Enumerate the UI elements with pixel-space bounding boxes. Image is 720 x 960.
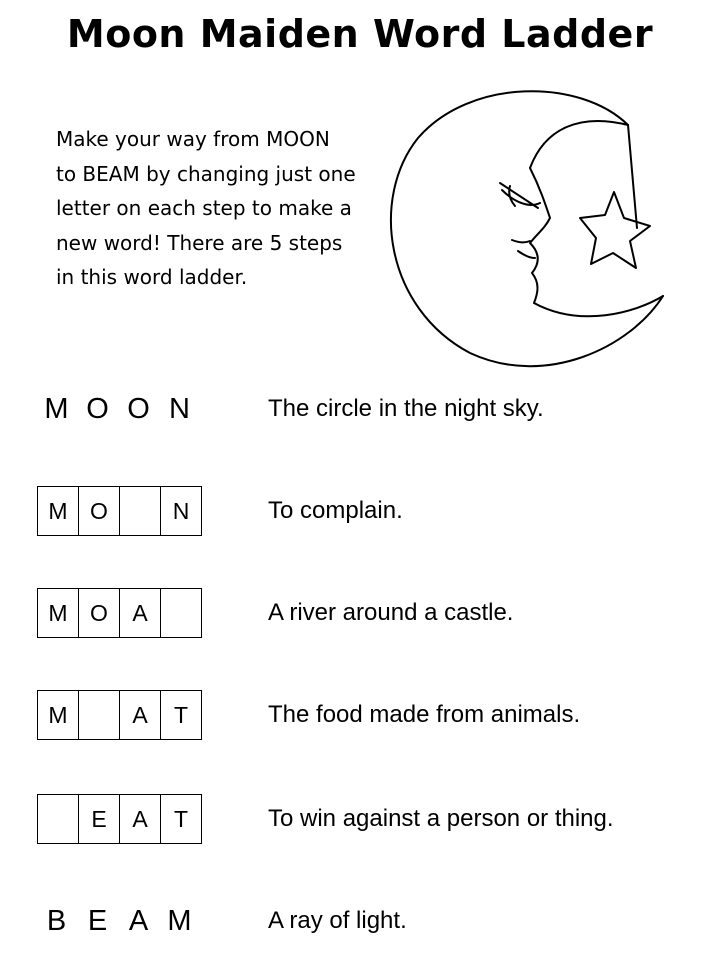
clue-text: The circle in the night sky. [268,395,544,422]
ladder-step [0,793,720,845]
ladder-step [0,383,720,435]
letter: M [44,392,69,425]
letter-box[interactable]: A [119,690,161,740]
page-title: Moon Maiden Word Ladder [66,12,654,56]
letter-box[interactable]: O [78,486,120,536]
letter: B [46,904,67,937]
clue-text: The food made from animals. [268,701,581,728]
letter-boxes [37,588,202,638]
ladder-step [0,485,720,537]
letter-boxes [37,690,202,740]
letter-box[interactable]: A [119,794,161,844]
letter-box[interactable] [37,794,79,844]
ladder-step [0,587,720,639]
moon-face-icon [380,78,680,378]
end-word [36,895,200,947]
letter: O [127,392,150,425]
letter-boxes [37,794,202,844]
letter-box[interactable]: M [37,486,79,536]
letter-boxes [37,486,202,536]
letter-box[interactable]: A [119,588,161,638]
letter-box[interactable]: O [78,588,120,638]
letter-box[interactable] [160,588,202,638]
letter-box[interactable]: M [37,588,79,638]
letter-box[interactable]: N [160,486,202,536]
start-word [36,383,200,435]
clue-text: To win against a person or thing. [268,805,614,832]
clue-text: A ray of light. [268,907,407,934]
clue-text: To complain. [268,497,403,524]
clue-text: A river around a castle. [268,599,514,626]
letter-box[interactable]: T [160,690,202,740]
ladder-step [0,895,720,947]
letter: E [87,904,108,937]
letter: N [169,392,190,425]
letter-box[interactable]: E [78,794,120,844]
letter-box[interactable] [119,486,161,536]
letter: M [167,904,192,937]
letter: O [86,392,109,425]
letter-box[interactable] [78,690,120,740]
letter-box[interactable]: T [160,794,202,844]
ladder-step [0,689,720,741]
letter: A [128,904,149,937]
instructions: Make your way from MOON to BEAM by changing just one letter on each step to make a new word! There are 5 steps in this word ladder. [56,127,356,289]
letter-box[interactable]: M [37,690,79,740]
